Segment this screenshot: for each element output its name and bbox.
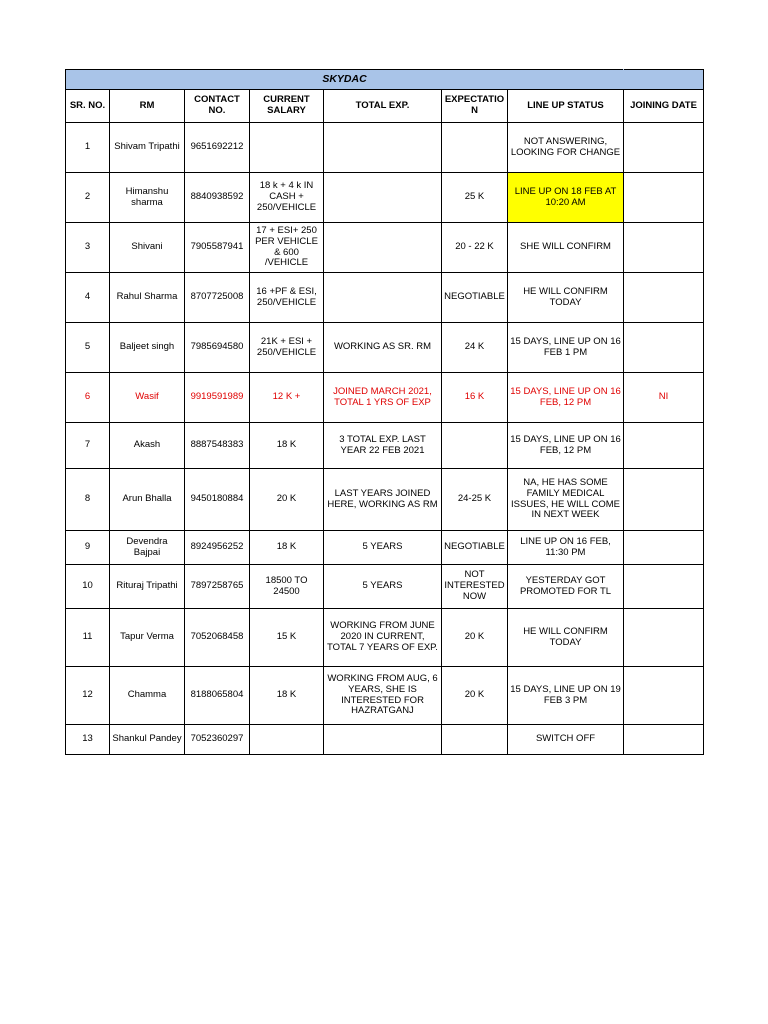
table-row — [66, 423, 704, 469]
cell-contact[interactable]: 9651692212 — [185, 123, 250, 173]
cell-status[interactable]: LINE UP ON 18 FEB AT 10:20 AM — [508, 173, 624, 223]
cell-salary[interactable]: 18 K — [250, 531, 324, 565]
cell-status[interactable]: 15 DAYS, LINE UP ON 16 FEB, 12 PM — [508, 423, 624, 469]
cell-salary[interactable]: 18 k + 4 k IN CASH + 250/VEHICLE — [250, 173, 324, 223]
table-row — [66, 173, 704, 223]
cell-status[interactable]: 15 DAYS, LINE UP ON 16 FEB, 12 PM — [508, 373, 624, 423]
cell-sr[interactable]: 5 — [66, 323, 110, 373]
cell-sr[interactable]: 7 — [66, 423, 110, 469]
cell-sr[interactable]: 4 — [66, 273, 110, 323]
cell-joining[interactable] — [624, 565, 704, 609]
cell-joining[interactable] — [624, 423, 704, 469]
col-header-exp: TOTAL EXP. — [324, 90, 442, 123]
cell-expectation[interactable]: 24-25 K — [442, 469, 508, 531]
table-row — [66, 223, 704, 273]
cell-joining[interactable] — [624, 123, 704, 173]
cell-status[interactable]: 15 DAYS, LINE UP ON 16 FEB 1 PM — [508, 323, 624, 373]
cell-status[interactable]: HE WILL CONFIRM TODAY — [508, 273, 624, 323]
col-header-sr: SR. NO. — [66, 90, 110, 123]
cell-salary[interactable]: 17 + ESI+ 250 PER VEHICLE & 600 /VEHICLE — [250, 223, 324, 273]
cell-exp[interactable]: 3 TOTAL EXP. LAST YEAR 22 FEB 2021 — [324, 423, 442, 469]
table-row — [66, 273, 704, 323]
cell-sr[interactable]: 13 — [66, 725, 110, 755]
col-header-rm: RM — [110, 90, 185, 123]
cell-salary[interactable] — [250, 725, 324, 755]
cell-expectation[interactable]: NOT INTERESTED NOW — [442, 565, 508, 609]
cell-rm[interactable]: Baljeet singh — [110, 323, 185, 373]
cell-status[interactable]: SWITCH OFF — [508, 725, 624, 755]
cell-contact[interactable]: 8707725008 — [185, 273, 250, 323]
col-header-salary: CURRENT SALARY — [250, 90, 324, 123]
col-header-contact: CONTACT NO. — [185, 90, 250, 123]
cell-contact[interactable]: 8840938592 — [185, 173, 250, 223]
cell-rm[interactable]: Rahul Sharma — [110, 273, 185, 323]
cell-joining[interactable] — [624, 273, 704, 323]
cell-salary[interactable]: 20 K — [250, 469, 324, 531]
cell-exp[interactable] — [324, 223, 442, 273]
cell-joining[interactable] — [624, 667, 704, 725]
cell-exp[interactable]: WORKING FROM JUNE 2020 IN CURRENT, TOTAL 7 YEARS OF EXP. — [324, 609, 442, 667]
cell-salary[interactable]: 18 K — [250, 667, 324, 725]
cell-sr[interactable]: 6 — [66, 373, 110, 423]
cell-status[interactable]: SHE WILL CONFIRM — [508, 223, 624, 273]
cell-contact[interactable]: 7052068458 — [185, 609, 250, 667]
table-row — [66, 725, 704, 755]
cell-exp[interactable]: LAST YEARS JOINED HERE, WORKING AS RM — [324, 469, 442, 531]
cell-expectation[interactable]: 25 K — [442, 173, 508, 223]
cell-expectation[interactable] — [442, 123, 508, 173]
cell-status[interactable]: YESTERDAY GOT PROMOTED FOR TL — [508, 565, 624, 609]
cell-joining[interactable] — [624, 725, 704, 755]
cell-joining[interactable] — [624, 173, 704, 223]
cell-exp[interactable]: WORKING FROM AUG, 6 YEARS, SHE IS INTERESTED FOR HAZRATGANJ — [324, 667, 442, 725]
title-row — [66, 70, 704, 90]
cell-salary[interactable] — [250, 123, 324, 173]
cell-joining[interactable] — [624, 323, 704, 373]
cell-sr[interactable]: 3 — [66, 223, 110, 273]
cell-status[interactable]: HE WILL CONFIRM TODAY — [508, 609, 624, 667]
table-row — [66, 667, 704, 725]
cell-contact[interactable]: 8924956252 — [185, 531, 250, 565]
cell-joining[interactable] — [624, 531, 704, 565]
cell-salary[interactable]: 21K + ESI + 250/VEHICLE — [250, 323, 324, 373]
cell-status[interactable]: LINE UP ON 16 FEB, 11:30 PM — [508, 531, 624, 565]
col-header-expectation: EXPECTATION — [442, 90, 508, 123]
cell-exp[interactable] — [324, 725, 442, 755]
cell-sr[interactable]: 12 — [66, 667, 110, 725]
cell-salary[interactable]: 12 K + — [250, 373, 324, 423]
cell-contact[interactable]: 7905587941 — [185, 223, 250, 273]
cell-expectation[interactable]: 20 - 22 K — [442, 223, 508, 273]
cell-rm[interactable]: Shivani — [110, 223, 185, 273]
cell-sr[interactable]: 10 — [66, 565, 110, 609]
cell-exp[interactable]: 5 YEARS — [324, 565, 442, 609]
cell-rm[interactable]: Shivam Tripathi — [110, 123, 185, 173]
cell-salary[interactable]: 18 K — [250, 423, 324, 469]
cell-sr[interactable]: 2 — [66, 173, 110, 223]
sheet-title: SKYDAC — [66, 70, 624, 90]
header-row — [66, 90, 704, 123]
table-row — [66, 565, 704, 609]
cell-joining[interactable] — [624, 609, 704, 667]
cell-exp[interactable] — [324, 173, 442, 223]
cell-rm[interactable]: Akash — [110, 423, 185, 469]
cell-expectation[interactable]: NEGOTIABLE — [442, 273, 508, 323]
cell-joining[interactable] — [624, 469, 704, 531]
cell-contact[interactable]: 8887548383 — [185, 423, 250, 469]
cell-salary[interactable]: 16 +PF & ESI, 250/VEHICLE — [250, 273, 324, 323]
cell-exp[interactable] — [324, 273, 442, 323]
table-row — [66, 323, 704, 373]
cell-sr[interactable]: 11 — [66, 609, 110, 667]
cell-status[interactable]: NOT ANSWERING, LOOKING FOR CHANGE — [508, 123, 624, 173]
cell-status[interactable]: NA, HE HAS SOME FAMILY MEDICAL ISSUES, HE WILL COME IN NEXT WEEK — [508, 469, 624, 531]
cell-rm[interactable]: Himanshu sharma — [110, 173, 185, 223]
cell-expectation[interactable]: 20 K — [442, 667, 508, 725]
candidate-table — [65, 69, 704, 755]
cell-rm[interactable]: Rituraj Tripathi — [110, 565, 185, 609]
title-filler — [624, 70, 704, 90]
cell-contact[interactable]: 9919591989 — [185, 373, 250, 423]
cell-exp[interactable] — [324, 123, 442, 173]
cell-expectation[interactable]: 16 K — [442, 373, 508, 423]
cell-sr[interactable]: 9 — [66, 531, 110, 565]
cell-contact[interactable]: 7052360297 — [185, 725, 250, 755]
cell-rm[interactable]: Chamma — [110, 667, 185, 725]
cell-exp[interactable]: 5 YEARS — [324, 531, 442, 565]
cell-contact[interactable]: 9450180884 — [185, 469, 250, 531]
cell-contact[interactable]: 7897258765 — [185, 565, 250, 609]
cell-exp[interactable]: JOINED MARCH 2021, TOTAL 1 YRS OF EXP — [324, 373, 442, 423]
cell-sr[interactable]: 8 — [66, 469, 110, 531]
table-row — [66, 123, 704, 173]
cell-rm[interactable]: Tapur Verma — [110, 609, 185, 667]
cell-status[interactable]: 15 DAYS, LINE UP ON 19 FEB 3 PM — [508, 667, 624, 725]
cell-expectation[interactable]: 24 K — [442, 323, 508, 373]
cell-rm[interactable]: Arun Bhalla — [110, 469, 185, 531]
cell-salary[interactable]: 18500 TO 24500 — [250, 565, 324, 609]
cell-joining[interactable] — [624, 223, 704, 273]
table-row — [66, 531, 704, 565]
cell-expectation[interactable] — [442, 725, 508, 755]
cell-expectation[interactable] — [442, 423, 508, 469]
cell-joining[interactable]: NI — [624, 373, 704, 423]
col-header-status: LINE UP STATUS — [508, 90, 624, 123]
cell-rm[interactable]: Devendra Bajpai — [110, 531, 185, 565]
col-header-joining: JOINING DATE — [624, 90, 704, 123]
cell-salary[interactable]: 15 K — [250, 609, 324, 667]
cell-expectation[interactable]: NEGOTIABLE — [442, 531, 508, 565]
table-row — [66, 469, 704, 531]
cell-exp[interactable]: WORKING AS SR. RM — [324, 323, 442, 373]
spreadsheet — [65, 69, 704, 755]
table-row — [66, 609, 704, 667]
table-row — [66, 373, 704, 423]
cell-contact[interactable]: 8188065804 — [185, 667, 250, 725]
cell-sr[interactable]: 1 — [66, 123, 110, 173]
cell-contact[interactable]: 7985694580 — [185, 323, 250, 373]
cell-rm[interactable]: Wasif — [110, 373, 185, 423]
cell-rm[interactable]: Shankul Pandey — [110, 725, 185, 755]
cell-expectation[interactable]: 20 K — [442, 609, 508, 667]
